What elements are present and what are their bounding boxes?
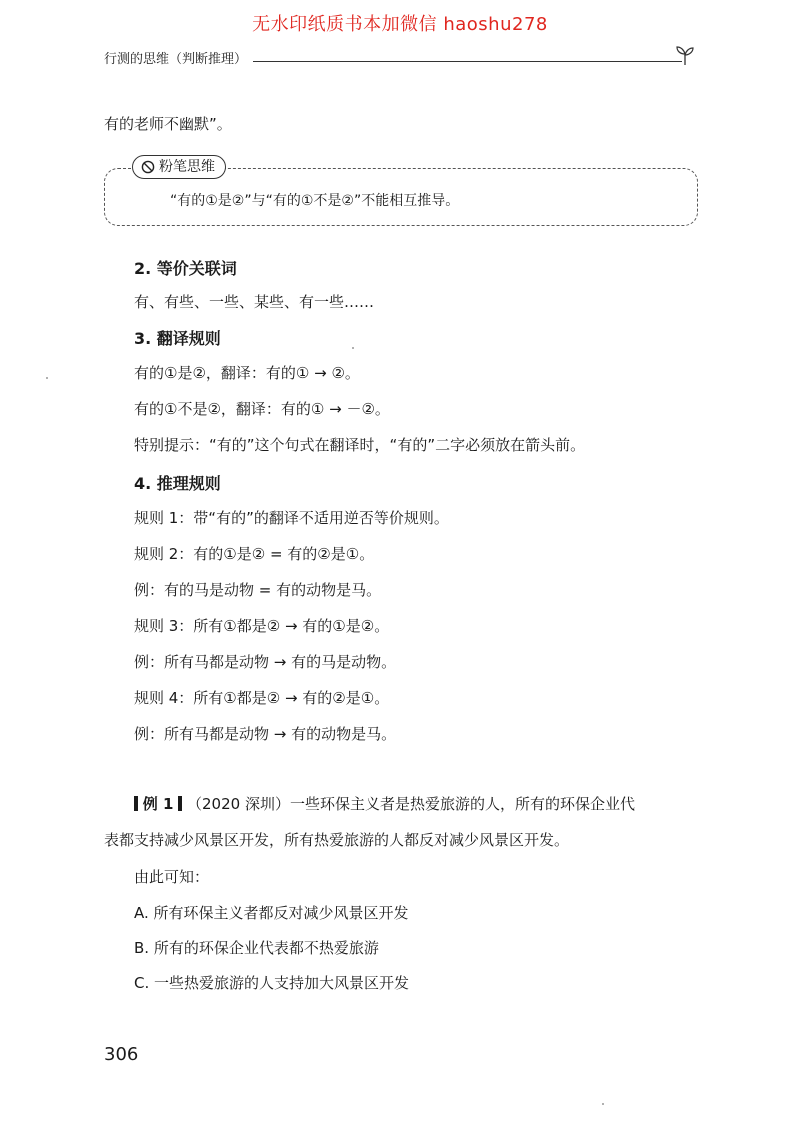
- tip-label-text: 粉笔思维: [159, 159, 215, 175]
- example-label: 例 1: [142, 795, 174, 813]
- question-prompt: 由此可知：: [134, 868, 210, 886]
- inference-rule-1: 规则 1：带“有的”的翻译不适用逆否等价规则。: [134, 509, 449, 527]
- sprout-icon: [674, 44, 696, 66]
- inference-rule-2: 规则 2：有的①是② = 有的②是①。: [134, 545, 375, 563]
- scan-speck: [352, 347, 354, 349]
- running-head-title: 行测的思维（判断推理）: [104, 48, 253, 67]
- scan-speck: [46, 377, 48, 379]
- equivalent-words: 有、有些、一些、某些、有一些……: [134, 293, 375, 311]
- option-c: C. 一些热爱旅游的人支持加大风景区开发: [134, 974, 410, 992]
- scan-speck: [602, 1103, 604, 1105]
- section-heading-equivalent: 2. 等价关联词: [134, 259, 237, 278]
- forbid-icon: [141, 160, 155, 174]
- page-number: 306: [104, 1044, 139, 1065]
- inference-rule-4: 规则 4：所有①都是② → 有的②是①。: [134, 689, 390, 707]
- translate-rule-1: 有的①是②，翻译：有的① → ②。: [134, 364, 360, 382]
- intro-line: 有的老师不幽默”。: [104, 115, 232, 133]
- inference-example-2: 例：有的马是动物 = 有的动物是马。: [134, 581, 382, 599]
- translate-note: 特别提示：“有的”这个句式在翻译时，“有的”二字必须放在箭头前。: [134, 436, 586, 454]
- section-heading-inference: 4. 推理规则: [134, 474, 221, 493]
- watermark-text: 无水印纸质书本加微信 haoshu278: [252, 14, 548, 35]
- running-header: [104, 44, 696, 68]
- inference-example-3: 例：所有马都是动物 → 有的马是动物。: [134, 653, 397, 671]
- inference-example-4: 例：所有马都是动物 → 有的动物是马。: [134, 725, 397, 743]
- translate-rule-2: 有的①不是②，翻译：有的① → －②。: [134, 400, 390, 418]
- question-stem-line-2: 表都支持减少风景区开发，所有热爱旅游的人都反对减少风景区开发。: [104, 831, 570, 849]
- example-bar-left: [134, 796, 138, 811]
- example-bar-right: [178, 796, 182, 811]
- question-stem-line-1: [134, 793, 635, 814]
- option-a: A. 所有环保主义者都反对减少风景区开发: [134, 904, 409, 922]
- option-b: B. 所有的环保企业代表都不热爱旅游: [134, 939, 379, 957]
- inference-rule-3: 规则 3：所有①都是② → 有的①是②。: [134, 617, 390, 635]
- tip-text: “有的①是②”与“有的①不是②”不能相互推导。: [170, 193, 460, 209]
- section-heading-translate: 3. 翻译规则: [134, 329, 221, 348]
- question-stem-text-1: （2020 深圳）一些环保主义者是热爱旅游的人，所有的环保企业代: [187, 795, 635, 813]
- tip-label: [132, 155, 226, 179]
